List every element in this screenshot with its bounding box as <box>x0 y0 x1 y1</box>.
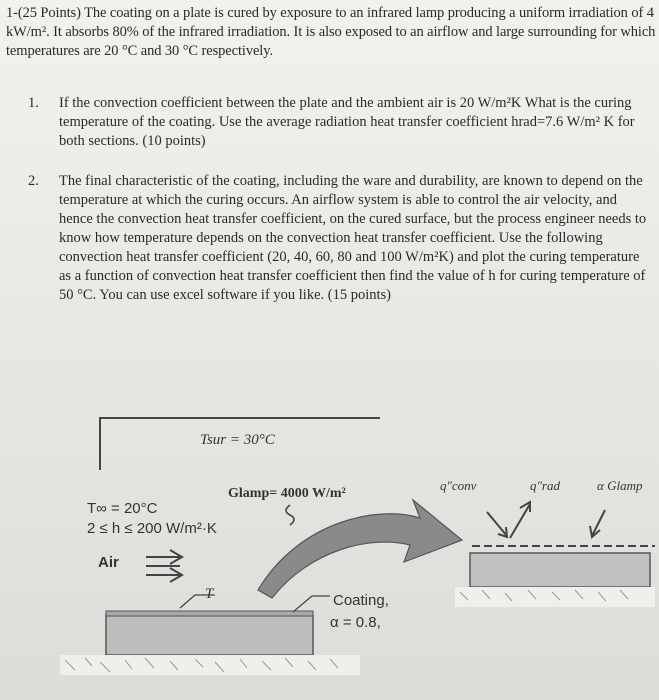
plate-right <box>470 553 650 587</box>
surroundings-temp: Tsur = 30°C <box>200 432 275 448</box>
question-1-number: 1. <box>28 95 39 111</box>
coating-label: Coating, <box>333 592 389 609</box>
alpha-g-label: α Glamp <box>597 478 643 493</box>
lamp-irradiation: Glamp= 4000 W/m² <box>228 486 346 501</box>
air-flow-arrows <box>146 550 182 582</box>
insulation-left <box>60 655 360 675</box>
plate-left <box>106 615 313 655</box>
q-rad-label: q″rad <box>530 478 560 493</box>
q-conv-label: q″conv <box>440 478 477 493</box>
lamp-ray <box>286 505 294 525</box>
h-range: 2 ≤ h ≤ 200 W/m²·K <box>87 520 217 537</box>
ambient-temp: T∞ = 20°C <box>87 500 158 517</box>
insulation-right <box>455 587 655 607</box>
air-label: Air <box>98 554 119 571</box>
question-2-text: The final characteristic of the coating, including the ware and durability, are known to depend on the temperature at which the curing occurs. An airflow system is able to control the air velocity, and hence the convection heat transfer coefficient, on the cured surface, but the process engineer needs to know how temperature depends on the convection heat transfer coefficient. Use the following convection heat transfer coefficient (20, 40, 60, 80 and 100 W/m²K) and plot the curing temperature as a function of convection heat transfer coefficient then find the value of h for curing temperature of 50 °C. You can use excel software if you like. (15 points) <box>59 173 647 303</box>
question-1-text: If the convection coefficient between the plate and the ambient air is 20 W/m²K What is the curing temperature of the coating. Use the average radiation heat transfer coefficient hrad=7.6 W/m² K for both sections. (10 points) <box>59 95 635 149</box>
coating-leader <box>293 596 330 612</box>
question-2-number: 2. <box>28 173 39 189</box>
problem-intro: 1-(25 Points) The coating on a plate is cured by exposure to an infrared lamp producing a uniform irradiation of 4 kW/m². It absorbs 80% of the infrared irradiation. It is also exposed to an airflow and large surrounding for which temperatures are 20 °C and 30 °C respectively. <box>6 5 656 59</box>
coating-layer-left <box>106 611 313 616</box>
absorptivity-label: α = 0.8, <box>330 614 381 631</box>
plate-temp-label: T <box>205 586 214 602</box>
flux-arrows <box>487 502 605 538</box>
